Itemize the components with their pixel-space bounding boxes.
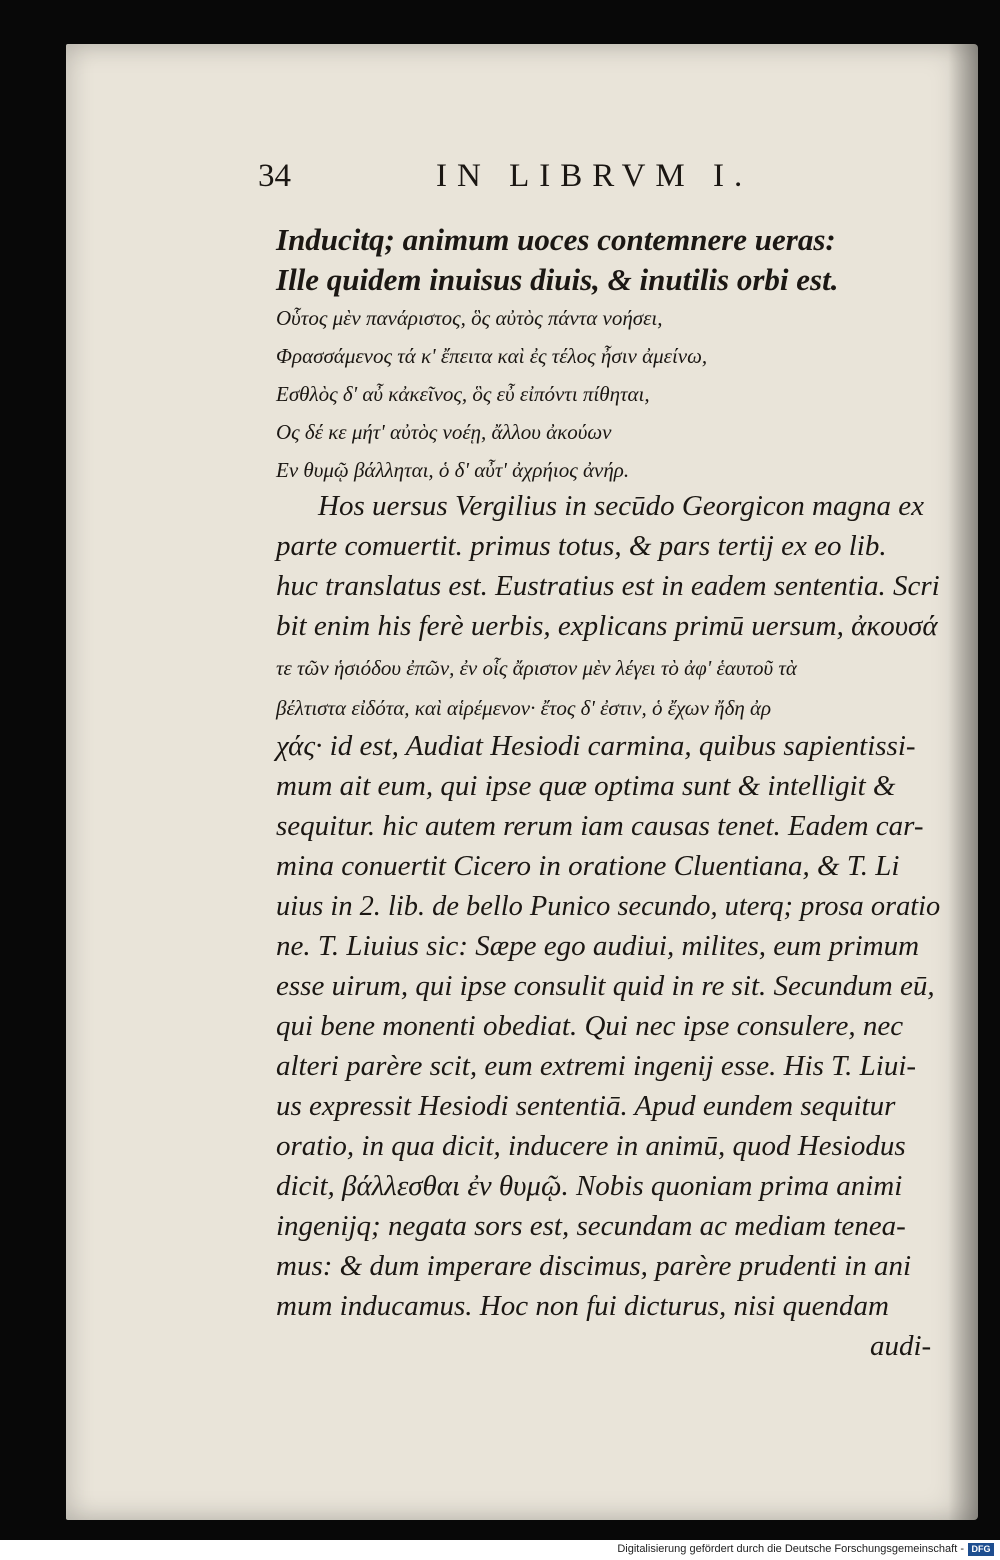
text-line: audi- (870, 1330, 932, 1362)
text-line: βέλτιστα εἰδότα, καὶ αἱρέμενον· ἔτος δ' ἐστιν, ὁ ἔχων ἤδη ἀρ (276, 696, 772, 720)
text-line: mum inducamus. Hoc non fui dicturus, nisi quendam (276, 1290, 889, 1322)
text-line: dicit, βάλλεσθαι ἐν θυμῷ. Nobis quoniam prima animi (276, 1170, 903, 1202)
dfg-logo-icon: DFG (968, 1543, 994, 1556)
text-line: us expressit Hesiodi sententiā. Apud eundem sequitur (276, 1090, 896, 1122)
running-title: IN LIBRVM I. (436, 158, 753, 194)
text-line: uius in 2. lib. de bello Punico secundo, uterq; prosa oratio (276, 890, 941, 922)
text-line: mum ait eum, qui ipse quæ optima sunt & intelligit & (276, 770, 896, 802)
text-line: Inducitq; animum uoces contemnere ueras: (276, 222, 836, 257)
spine-shadow (948, 44, 978, 1520)
footer-credit: Digitalisierung gefördert durch die Deutsche Forschungsgemeinschaft - (617, 1543, 964, 1555)
footer-bar (0, 1540, 1000, 1560)
text-line: esse uirum, qui ipse consulit quid in re sit. Secundum eū, (276, 970, 935, 1002)
text-line: oratio, in qua dicit, inducere in animū, quod Hesiodus (276, 1130, 906, 1162)
text-line: parte comuertit. primus totus, & pars tertij ex eo lib. (276, 530, 887, 562)
text-line: qui bene monenti obediat. Qui nec ipse consulere, nec (276, 1010, 904, 1042)
text-line: Ος δέ κε μήτ' αὐτὸς νοέῃ, ἄλλου ἀκούων (276, 420, 612, 444)
text-line: huc translatus est. Eustratius est in eadem sententia. Scri (276, 570, 940, 602)
page-number: 34 (258, 158, 291, 194)
text-line: mus: & dum imperare discimus, parère prudenti in ani (276, 1250, 911, 1282)
text-line: Εν θυμῷ βάλληται, ὁ δ' αὖτ' ἀχρήιος ἀνήρ. (276, 458, 630, 482)
running-head (258, 158, 818, 200)
text-line: bit enim his ferè uerbis, explicans primū uersum, ἀκουσά (276, 610, 938, 642)
text-line: Ille quidem inuisus diuis, & inutilis orbi est. (276, 262, 839, 297)
text-line: χάς· id est, Audiat Hesiodi carmina, quibus sapientissi- (276, 730, 916, 762)
text-line: alteri parère scit, eum extremi ingenij esse. His T. Liui- (276, 1050, 917, 1082)
text-line: sequitur. hic autem rerum iam causas tenet. Eadem car- (276, 810, 924, 842)
text-line: Εσθλὸς δ' αὖ κἀκεῖνος, ὃς εὖ εἰπόντι πίθηται, (276, 382, 650, 406)
text-line: ingenijq; negata sors est, secundam ac mediam tenea- (276, 1210, 906, 1242)
text-line: τε τῶν ἡσιόδου ἐπῶν, ἐν οἷς ἄριστον μὲν λέγει τὸ ἀφ' ἑαυτοῦ τὰ (276, 656, 797, 680)
text-line: mina conuertit Cicero in oratione Cluentiana, & T. Li (276, 850, 900, 882)
text-line: ne. T. Liuius sic: Sæpe ego audiui, milites, eum primum (276, 930, 920, 962)
text-line: Οὗτος μὲν πανάριστος, ὃς αὐτὸς πάντα νοήσει, (276, 306, 663, 330)
text-line: Φρασσάμενος τά κ' ἔπειτα καὶ ἐς τέλος ἦσιν ἀμείνω, (276, 344, 708, 368)
text-line: Hos uersus Vergilius in secūdo Georgicon magna ex (318, 490, 924, 522)
